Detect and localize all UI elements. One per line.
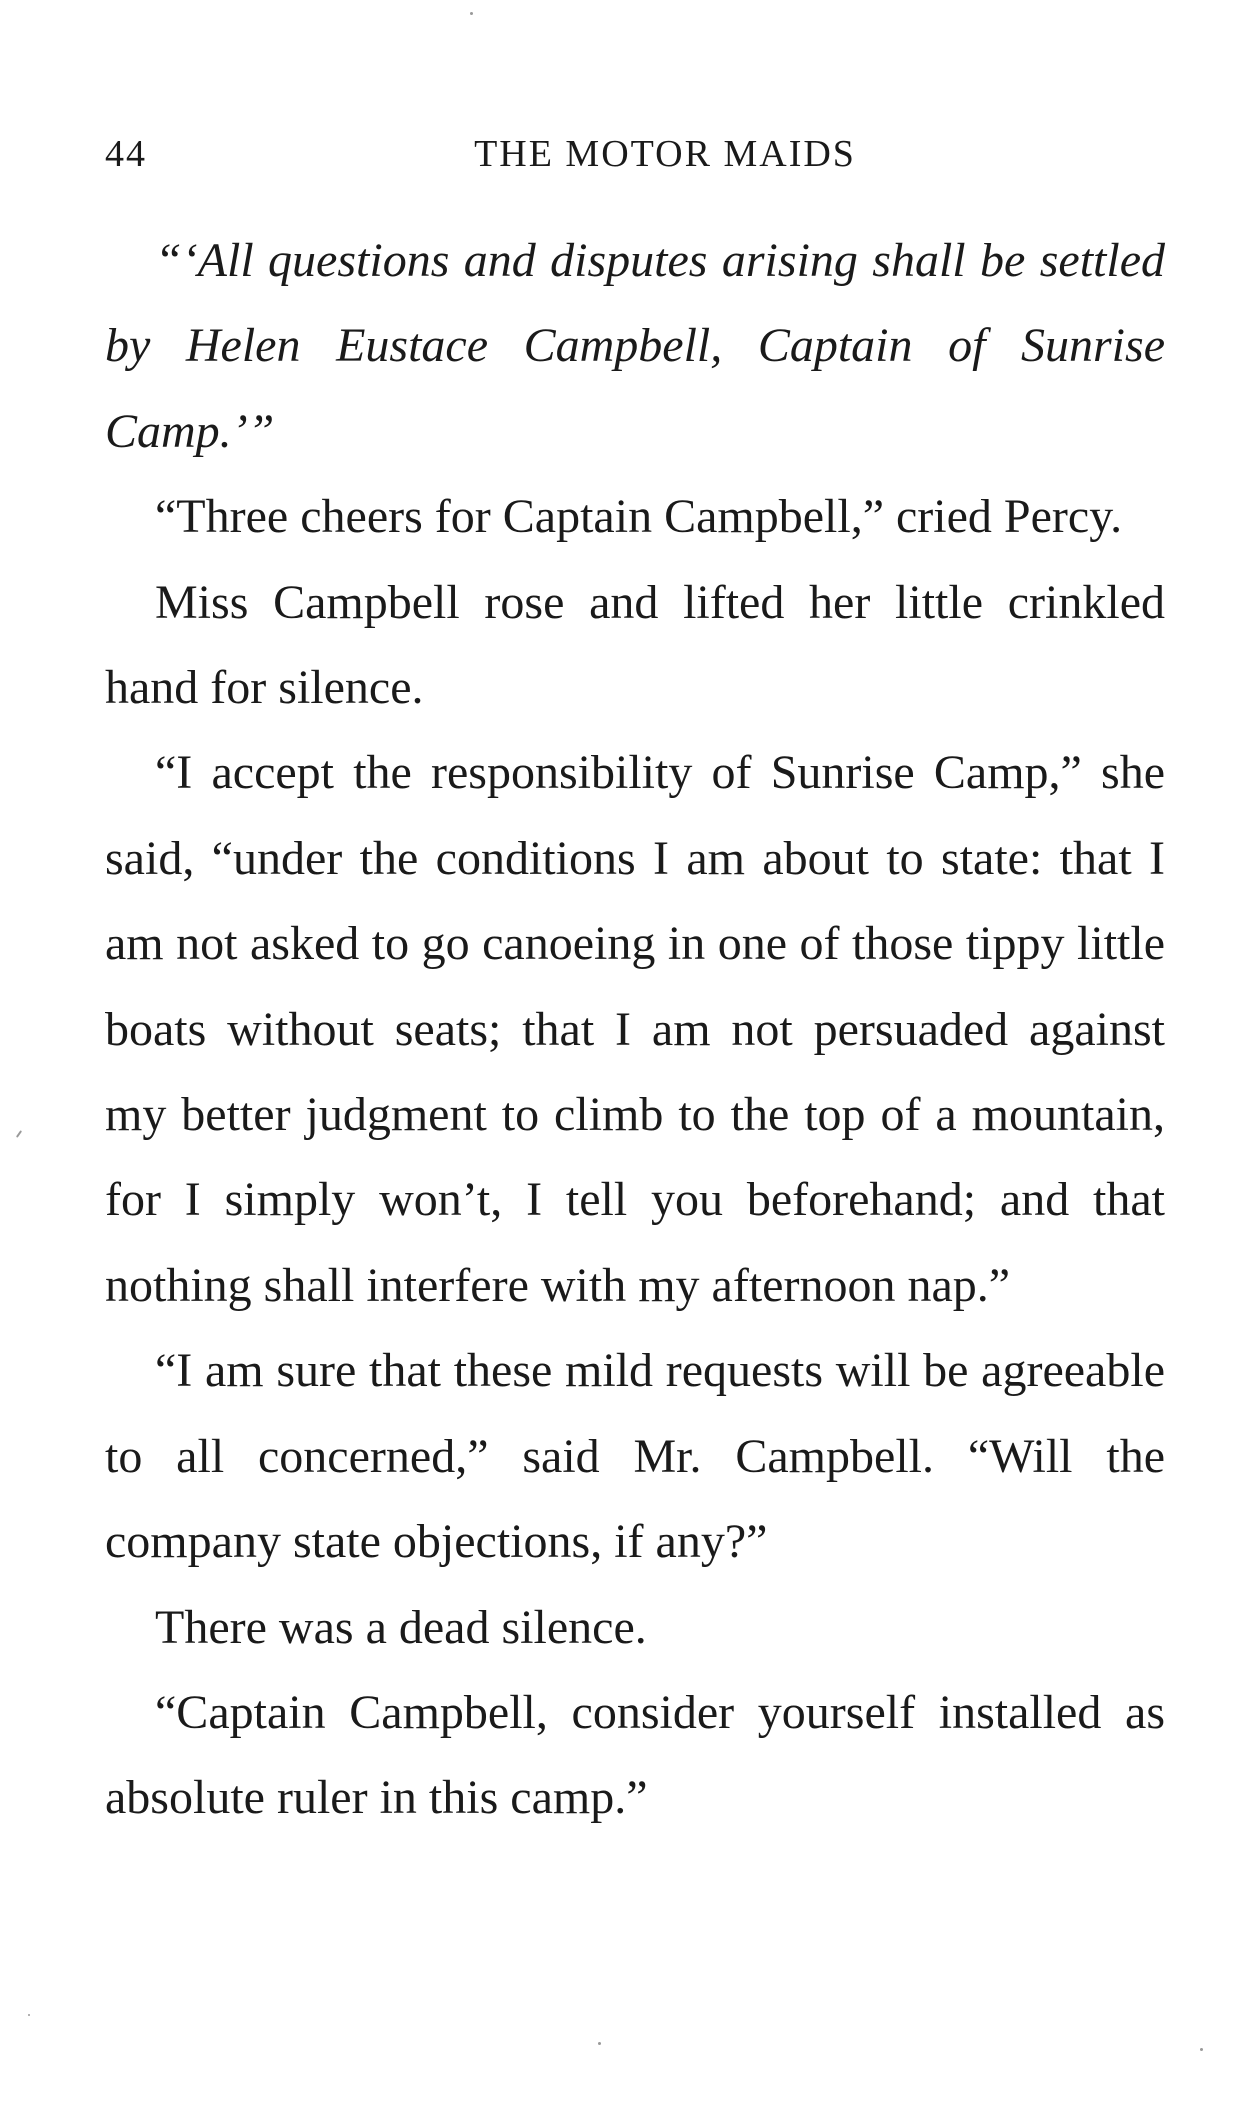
- paragraph-miss-campbell-rose: Miss Campbell rose and lifted her little crinkled hand for silence.: [105, 575, 1165, 715]
- paragraph-mild-requests: “I am sure that these mild requests will be agreeable to all concerned,” said Mr. Campbell. “Will the company state objections, if any?”: [105, 1344, 1165, 1569]
- running-head: [105, 132, 1165, 192]
- paragraph-three-cheers: “Three cheers for Captain Campbell,” cried Percy.: [155, 490, 1123, 544]
- paper-speck: [470, 12, 473, 15]
- paragraph-absolute-ruler: “Captain Campbell, consider yourself installed as absolute ruler in this camp.”: [105, 1685, 1165, 1825]
- page-number: 44: [105, 133, 147, 175]
- paper-speck: [16, 1130, 22, 1138]
- book-title: THE MOTOR MAIDS: [474, 133, 856, 175]
- paragraph-dead-silence: There was a dead silence.: [155, 1600, 647, 1654]
- paragraph-decree: “‘All questions and disputes arising shall be settled by Helen Eustace Campbell, Captain of Sunrise Camp.’”: [105, 234, 1165, 458]
- body-text: [105, 218, 1165, 1841]
- paper-speck: [1200, 2048, 1203, 2051]
- paper-speck: [598, 2042, 601, 2045]
- paragraph-accept-responsibility: “I accept the responsibility of Sunrise Camp,” she said, “under the conditions I am about to state: that I am not asked to go canoeing in one of those tippy little boats without seats; that I am not persuaded against my better judgment to climb to the top of a mountain, for I simply won’t, I tell you beforehand; and that nothing shall interfere with my afternoon nap.”: [105, 746, 1165, 1312]
- paper-speck: [28, 2014, 30, 2016]
